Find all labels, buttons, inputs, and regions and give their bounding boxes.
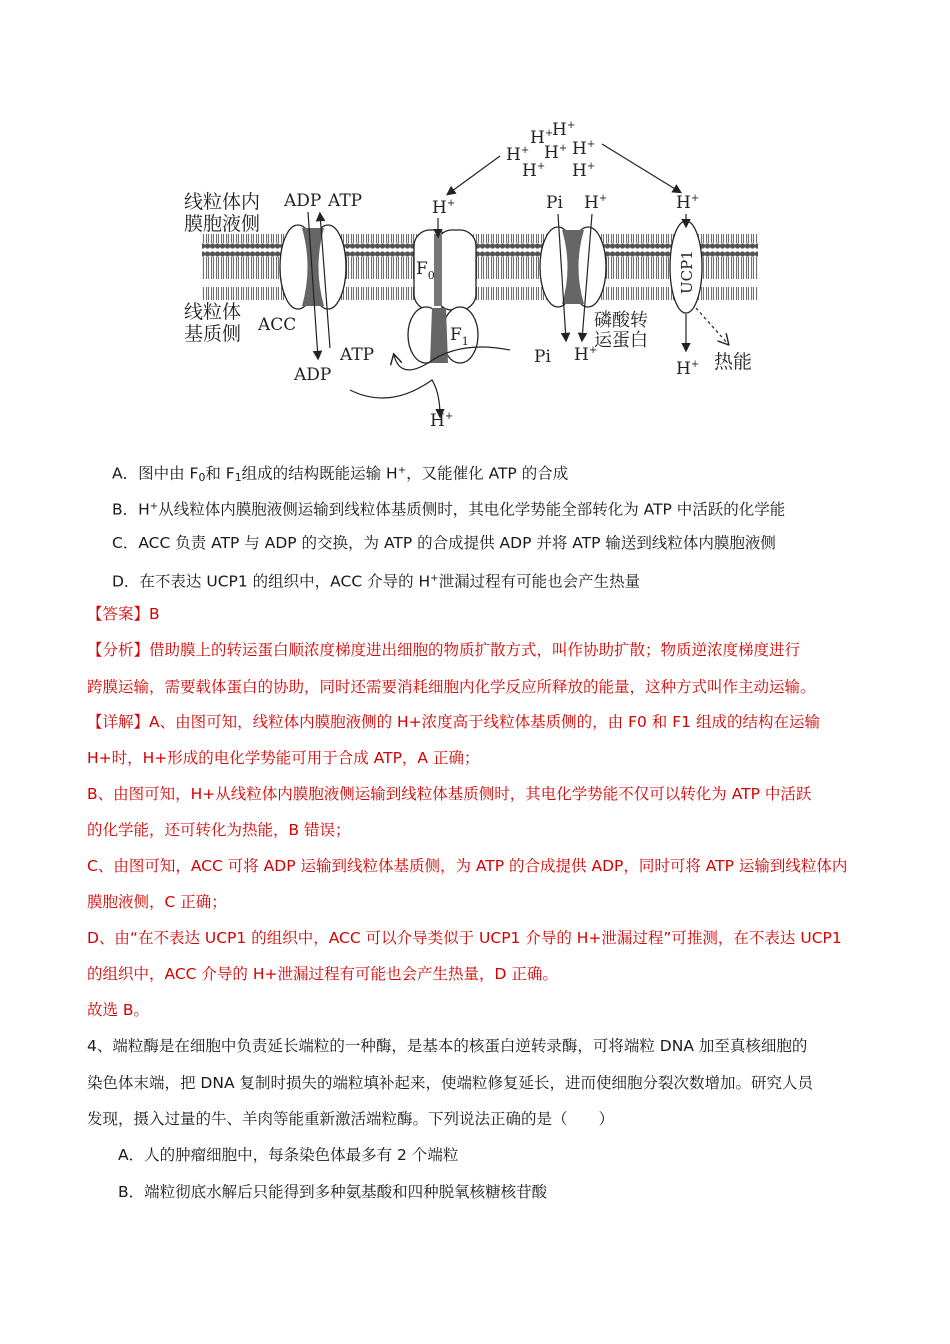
h-fo-label: H+ — [432, 198, 456, 218]
answer: 【答案】B — [87, 605, 160, 623]
f1-label: $F_1$ — [450, 325, 469, 348]
option-c: C．ACC 负责 ATP 与 ADP 的交换，为 ATP 的合成提供 ADP 并将 ATP 输送到线粒体内膜胞液侧 — [112, 534, 776, 552]
heat-arrow — [696, 308, 728, 344]
atp-bottom-label: ATP — [340, 345, 375, 365]
option-b: B．H+从线粒体内膜胞液侧运输到线粒体基质侧时，其电化学势能全部转化为 ATP 中活跃的化学能 — [112, 500, 786, 519]
detail-line-8: 的组织中，ACC 介导的 H+泄漏过程有可能也会产生热量，D 正确。 — [87, 965, 558, 983]
detail-line-2: H+时，H+形成的电化学势能可用于合成 ATP，A 正确； — [87, 749, 480, 767]
acc-transporter — [280, 225, 346, 309]
adp-top-label: ADP — [284, 191, 322, 211]
svg-text:H+: H+ — [544, 143, 568, 163]
heat-label: 热能 — [714, 351, 753, 373]
h-bottom-label: H+ — [430, 411, 454, 431]
detail-line-4: 的化学能，还可转化为热能，B 错误； — [87, 821, 351, 839]
detail-line-7: D、由“在不表达 UCP1 的组织中，ACC 可以介导类似于 UCP1 介导的 H+泄漏过程”可推测，在不表达 UCP1 — [87, 929, 842, 947]
h-ucp-bottom-label: H+ — [676, 359, 700, 379]
detail-line-1: 【详解】A、由图可知，线粒体内膜胞液侧的 H+浓度高于线粒体基质侧的，由 F0 和 F1 组成的结构在运输 — [87, 713, 820, 731]
detail-line-6: 膜胞液侧，C 正确； — [87, 893, 227, 911]
matrix-side-label-1: 线粒体 — [184, 301, 242, 323]
svg-text:H+: H+ — [572, 161, 596, 181]
svg-text:H+: H+ — [552, 120, 576, 140]
pi-bottom-label: Pi — [534, 347, 551, 367]
inner-side-label-1: 线粒体内 — [184, 191, 261, 213]
analysis-line-1: 【分析】借助膜上的转运蛋白顺浓度梯度进出细胞的物质扩散方式，叫作协助扩散；物质逆浓度梯度进行 — [87, 641, 801, 659]
mitochondrial-membrane-diagram — [170, 118, 790, 436]
detail-line-3: B、由图可知，H+从线粒体内膜胞液侧运输到线粒体基质侧时，其电化学势能不仅可以转化为 ATP 中活跃 — [87, 785, 812, 803]
fo-label: $F_0$ — [416, 259, 435, 282]
q4-option-b: B．端粒彻底水解后只能得到多种氨基酸和四种脱氧核糖核苷酸 — [118, 1183, 548, 1201]
question4-line-2: 染色体末端，把 DNA 复制时损失的端粒填补起来，使端粒修复延长，进而使细胞分裂次数增加。研究人员 — [87, 1074, 813, 1092]
inner-side-label-2: 膜胞液侧 — [184, 213, 261, 235]
transporter-label-1: 磷酸转 — [594, 310, 648, 331]
acc-label: ACC — [258, 315, 297, 335]
svg-text:H+: H+ — [530, 128, 554, 148]
h-exit-curve — [350, 380, 440, 416]
h-pi-bottom-label: H+ — [574, 345, 598, 365]
question4-line-1: 4、端粒酶是在细胞中负责延长端粒的一种酶，是基本的核蛋白逆转录酶，可将端粒 DNA 加至真核细胞的 — [87, 1037, 808, 1055]
conclusion: 故选 B。 — [87, 1001, 150, 1019]
option-d: D．在不表达 UCP1 的组织中，ACC 介导的 H+泄漏过程有可能也会产生热量 — [112, 572, 641, 591]
atp-top-label: ATP — [328, 191, 363, 211]
question4-line-3: 发现，摄入过量的牛、羊肉等能重新激活端粒酶。下列说法正确的是（ ） — [87, 1110, 615, 1128]
h-pi-label: H+ — [584, 193, 608, 213]
q4-option-a: A．人的肿瘤细胞中，每条染色体最多有 2 个端粒 — [118, 1146, 459, 1164]
proton-to-atp-synthase-arrow — [448, 156, 500, 194]
h-ucp-top-label: H+ — [676, 193, 700, 213]
transporter-label-2: 运蛋白 — [594, 330, 648, 351]
svg-text:H+: H+ — [522, 161, 546, 181]
svg-text:H+: H+ — [572, 139, 596, 159]
svg-text:H+: H+ — [506, 145, 530, 165]
option-a: A．图中由 $F_0$和 $F_1$组成的结构既能运输 H+，又能催化 ATP 的合成 — [112, 464, 569, 485]
proton-to-ucp1-arrow — [602, 144, 680, 192]
analysis-line-2: 跨膜运输，需要载体蛋白的协助，同时还需要消耗细胞内化学反应所释放的能量，这种方式叫作主动运输。 — [87, 678, 816, 696]
matrix-side-label-2: 基质侧 — [184, 323, 242, 345]
adp-bottom-label: ADP — [294, 365, 332, 385]
proton-cluster — [506, 120, 595, 181]
detail-line-5: C、由图可知，ACC 可将 ADP 运输到线粒体基质侧，为 ATP 的合成提供 ADP，同时可将 ATP 运输到线粒体内 — [87, 857, 848, 875]
pi-top-label: Pi — [546, 193, 563, 213]
ucp1-label: UCP1 — [678, 250, 696, 294]
phosphate-transporter — [540, 227, 606, 307]
